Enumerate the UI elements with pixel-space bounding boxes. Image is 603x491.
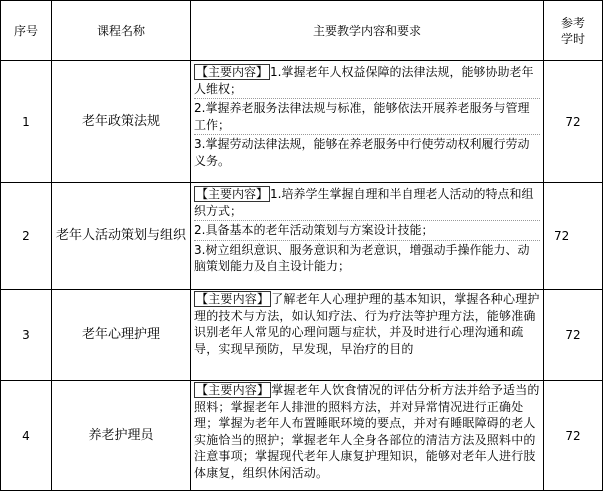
course-hours: 72 [565,114,581,129]
course-content [194,186,540,287]
course-name: 老年心理护理 [81,327,160,342]
row-index: 3 [22,328,30,342]
col-divider [190,0,191,491]
header-hours-line1: 参考 [560,15,585,30]
course-hours: 72 [554,229,570,243]
content-tag: 【主要内容】 [196,65,269,79]
course-hours: 72 [565,428,581,443]
row-index: 4 [22,428,30,443]
row-index: 2 [22,229,30,243]
header-hours [544,1,602,60]
content-item-text: 1.掌握老年人权益保障的法律法规，能够协助老年人维权； [194,65,534,96]
header-hours-line2: 学时 [560,31,585,46]
course-name: 老年政策法规 [81,113,160,129]
header-course-name: 课程名称 [96,23,145,38]
content-tag: 【主要内容】 [196,187,269,201]
content-item: 2.掌握养老服务法律法规与标准，能够依法开展养老服务与管理工作； [194,100,540,135]
course-name: 老年人活动策划与组织 [55,228,186,243]
content-item: 3.掌握劳动法律法规，能够在养老服务中行使劳动权利履行劳动义务。 [194,137,530,168]
course-content [194,291,540,379]
row-index: 1 [22,114,30,129]
header-index: 序号 [13,23,38,38]
content-item [194,64,540,99]
content-item-text: 1.培养学生掌握自理和半自理老人活动的特点和组织方式； [194,187,534,218]
content-tag: 【主要内容】 [196,383,270,397]
course-content [194,382,540,489]
content-text: 掌握老年人饮食情况的评估分析方法并给予适当的照料；掌握老年人排泄的照料方法，并对异常情况进行正确处理；掌握为老年人布置睡眠环境的要点，并对有睡眠障碍的老人实施恰当的照护；掌握老年人全身各部位的清洁方法及照料中的注意事项；掌握现代老年人康复护理知识，能够对老年人进行肢体康复，组织休闲活动。 [194,383,540,480]
course-content [194,64,540,180]
course-name: 养老护理员 [88,427,154,443]
content-text: 了解老年人心理护理的基本知识，掌握各种心理护理的技术与方法，如认知疗法、行为疗法等护理方法，能够准确识别老年人常见的心理问题与症状，并及时进行心理沟通和疏导，实现早预防，早发现，早治疗的目的 [194,292,540,356]
content-paragraph [194,382,540,481]
content-item: 3.树立组织意识、服务意识和为老意识，增强动手操作能力、动脑策划能力及自主设计能力； [194,242,530,273]
header-content: 主要教学内容和要求 [312,23,421,38]
content-paragraph [194,291,540,357]
course-hours: 72 [565,328,581,342]
content-tag: 【主要内容】 [196,292,270,306]
content-item: 2.具备基本的老年活动策划与方案设计技能； [194,222,540,241]
content-item [194,186,540,221]
